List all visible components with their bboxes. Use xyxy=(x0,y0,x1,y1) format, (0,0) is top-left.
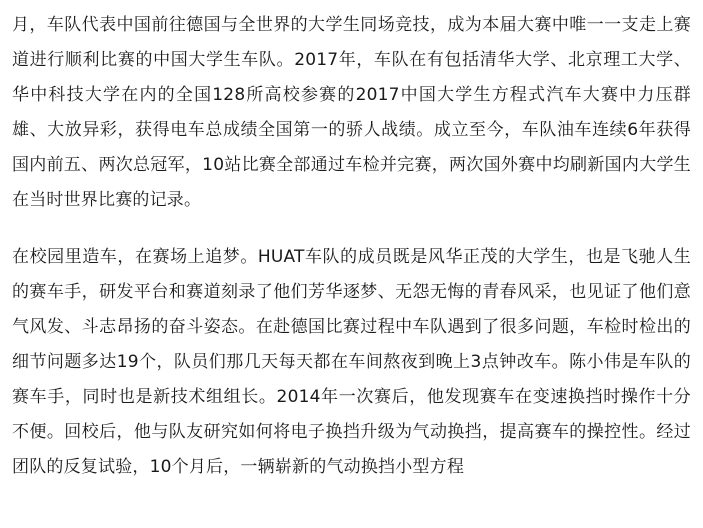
paragraph-1: 月，车队代表中国前往德国与全世界的大学生同场竞技，成为本届大赛中唯一一支走上赛道进行顺利比赛的中国大学生车队。2017年，车队在有包括清华大学、北京理工大学、华中科技大学在内的全国128所高校参赛的2017中国大学生方程式汽车大赛中力压群雄、大放异彩，获得电车总成绩全国第一的骄人战绩。成立至今，车队油车连续6年获得国内前五、两次总冠军，10站比赛全部通过车检并完赛，两次国外赛中均刷新国内大学生在当时世界比赛的记录。 xyxy=(12,15,691,210)
paragraph-2: 在校园里造车，在赛场上追梦。HUAT车队的成员既是风华正茂的大学生，也是飞驰人生的赛车手，研发平台和赛道刻录了他们芳华逐梦、无怨无悔的青春风采，也见证了他们意气风发、斗志昂扬的奋斗姿态。在赴德国比赛过程中车队遇到了很多问题，车检时检出的细节问题多达19个，队员们那几天每天都在车间熬夜到晚上3点钟改车。陈小伟是车队的赛车手，同时也是新技术组组长。2014年一次赛后，他发现赛车在变速换挡时操作十分不便。回校后，他与队友研究如何将电子换挡升级为气动换挡，提高赛车的操控性。经过团队的反复试验，10个月后，一辆崭新的气动换挡小型方程 xyxy=(12,247,691,477)
